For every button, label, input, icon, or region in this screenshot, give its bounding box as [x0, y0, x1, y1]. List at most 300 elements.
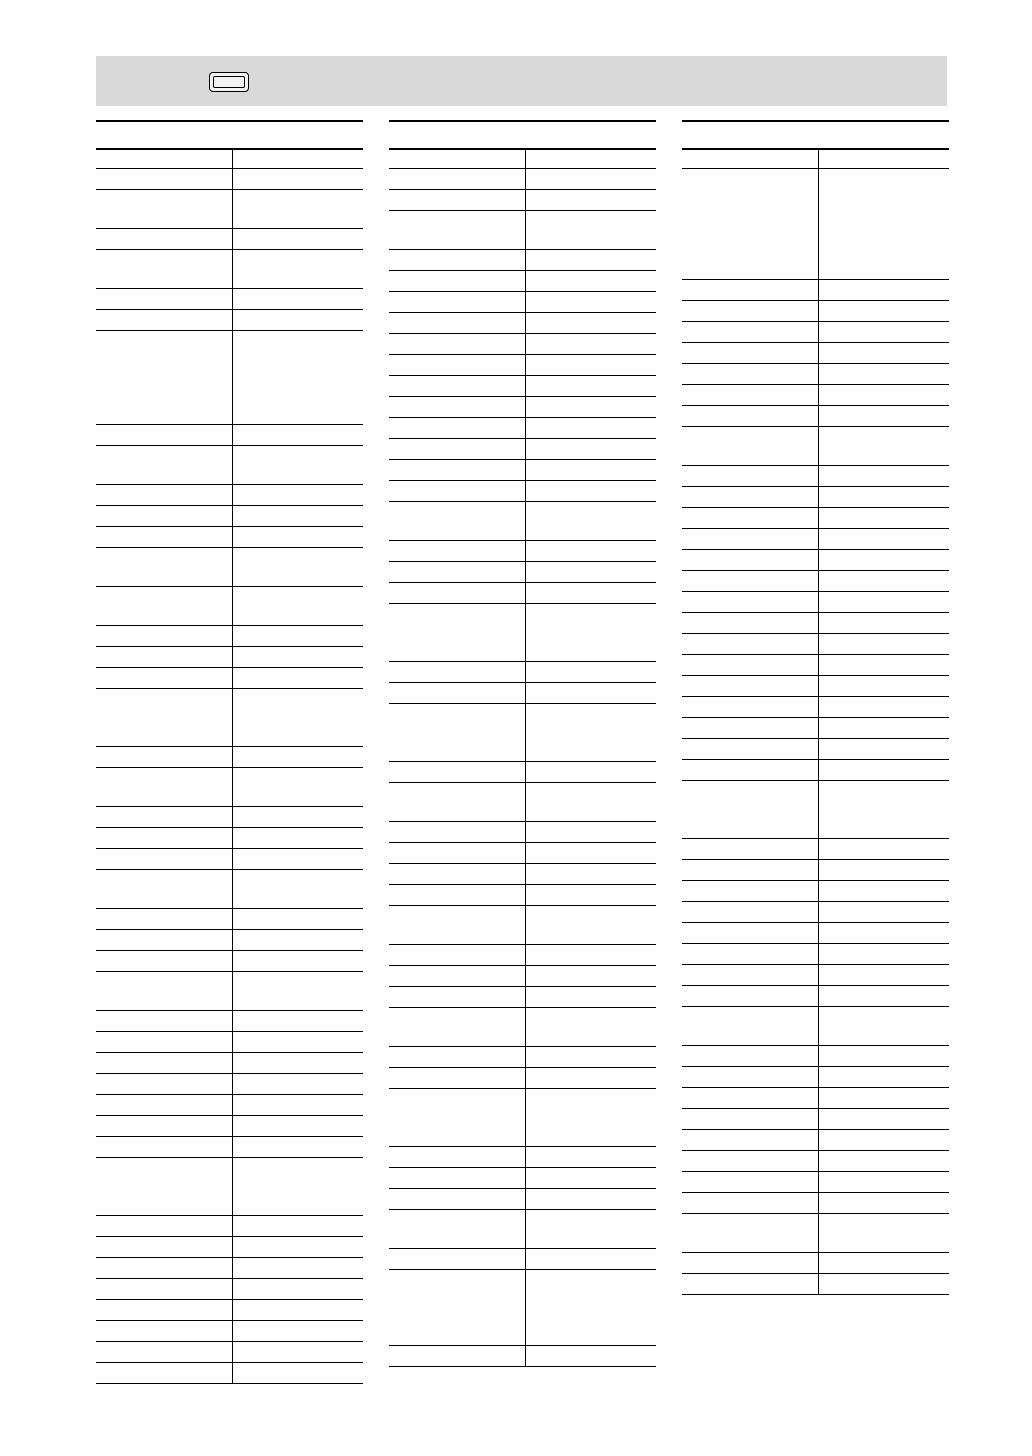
table-cell-code [234, 870, 359, 908]
table-cell-code [234, 527, 359, 547]
table-cell-code [527, 1147, 652, 1167]
table-cell-brand [98, 647, 228, 667]
table-cell-brand [98, 310, 228, 330]
table-row [96, 807, 363, 828]
table-cell-code [820, 655, 945, 675]
code-table [682, 148, 949, 1295]
table-cell-brand [98, 909, 228, 929]
column-rule [96, 120, 363, 122]
table-row [682, 466, 949, 487]
table-cell-brand [391, 250, 521, 270]
table-row [96, 446, 363, 485]
code-table [389, 148, 656, 1367]
table-cell-brand [391, 397, 521, 417]
table-cell-code [234, 1011, 359, 1031]
table-cell-code [820, 881, 945, 901]
table-cell-brand [98, 446, 228, 484]
table-row [96, 909, 363, 930]
table-cell-code [234, 331, 359, 424]
table-cell-code [527, 683, 652, 703]
table-cell-brand [98, 1342, 228, 1362]
table-row [389, 1346, 656, 1367]
table-cell-code [527, 376, 652, 396]
table-row [682, 301, 949, 322]
table-row [96, 506, 363, 527]
table-cell-code [820, 965, 945, 985]
table-row [682, 1214, 949, 1253]
table-cell-brand [391, 541, 521, 561]
table-cell-brand [391, 562, 521, 582]
table-cell-brand [98, 1137, 228, 1157]
table-cell-code [820, 1067, 945, 1087]
table-cell-brand [98, 148, 228, 168]
table-cell-code [527, 190, 652, 210]
table-row [389, 169, 656, 190]
table-cell-code [527, 418, 652, 438]
table-cell-brand [391, 1068, 521, 1088]
table-cell-brand [391, 864, 521, 884]
table-cell-brand [684, 487, 814, 507]
table-row [96, 1053, 363, 1074]
table-cell-brand [684, 1172, 814, 1192]
table-cell-brand [684, 364, 814, 384]
table-cell-brand [684, 550, 814, 570]
table-cell-brand [684, 1067, 814, 1087]
table-row [389, 987, 656, 1008]
table-cell-brand [391, 966, 521, 986]
table-row [96, 1279, 363, 1300]
table-cell-code [527, 1189, 652, 1209]
table-cell-brand [684, 148, 814, 168]
table-cell-code [820, 944, 945, 964]
table-cell-brand [684, 1214, 814, 1252]
table-cell-brand [684, 676, 814, 696]
table-cell-code [234, 828, 359, 848]
table-row [389, 906, 656, 945]
table-row [389, 1189, 656, 1210]
table-cell-brand [391, 604, 521, 661]
table-row [96, 148, 363, 169]
table-row [389, 822, 656, 843]
table-cell-brand [98, 229, 228, 249]
table-cell-brand [98, 190, 228, 228]
table-cell-code [820, 550, 945, 570]
table-row [389, 662, 656, 683]
table-row [682, 839, 949, 860]
table-cell-brand [684, 592, 814, 612]
table-row [389, 313, 656, 334]
table-cell-code [234, 190, 359, 228]
table-cell-brand [684, 1151, 814, 1171]
table-row [389, 1270, 656, 1346]
table-row [96, 1237, 363, 1258]
table-row [682, 148, 949, 169]
table-row [682, 343, 949, 364]
table-cell-code [234, 689, 359, 746]
table-cell-code [820, 529, 945, 549]
table-cell-brand [391, 1210, 521, 1248]
table-row [682, 676, 949, 697]
table-row [96, 1321, 363, 1342]
table-cell-brand [98, 587, 228, 625]
header-band [96, 56, 947, 106]
table-cell-code [527, 271, 652, 291]
table-row [682, 986, 949, 1007]
table-cell-brand [391, 1189, 521, 1209]
table-cell-code [820, 169, 945, 279]
table-cell-code [820, 839, 945, 859]
table-row [96, 250, 363, 289]
table-row [682, 760, 949, 781]
table-cell-brand [684, 427, 814, 465]
table-row [389, 783, 656, 822]
table-row [96, 1158, 363, 1216]
table-row [389, 439, 656, 460]
table-cell-code [527, 1089, 652, 1146]
table-cell-code [527, 502, 652, 540]
table-row [389, 1089, 656, 1147]
table-cell-code [234, 747, 359, 767]
table-row [96, 1074, 363, 1095]
table-cell-code [527, 1210, 652, 1248]
table-cell-brand [684, 529, 814, 549]
table-cell-brand [684, 466, 814, 486]
table-row [682, 364, 949, 385]
table-cell-brand [684, 1193, 814, 1213]
table-row [389, 864, 656, 885]
table-cell-code [234, 587, 359, 625]
table-cell-brand [684, 697, 814, 717]
table-cell-code [234, 807, 359, 827]
table-cell-code [820, 427, 945, 465]
table-row [682, 592, 949, 613]
table-cell-code [527, 1346, 652, 1366]
table-cell-brand [684, 571, 814, 591]
table-row [96, 1363, 363, 1384]
table-row [682, 487, 949, 508]
table-cell-brand [391, 148, 521, 168]
table-cell-code [820, 760, 945, 780]
table-cell-code [527, 481, 652, 501]
table-row [682, 1109, 949, 1130]
table-cell-brand [98, 870, 228, 908]
code-table [96, 148, 363, 1384]
table-cell-code [820, 1130, 945, 1150]
table-cell-code [527, 562, 652, 582]
table-cell-code [234, 849, 359, 869]
table-cell-code [820, 860, 945, 880]
table-cell-brand [684, 760, 814, 780]
table-cell-brand [98, 527, 228, 547]
table-cell-code [527, 397, 652, 417]
table-cell-brand [98, 169, 228, 189]
table-row [389, 541, 656, 562]
table-cell-brand [684, 322, 814, 342]
table-cell-code [234, 1342, 359, 1362]
table-row [96, 647, 363, 668]
table-cell-brand [684, 1253, 814, 1273]
table-cell-code [820, 301, 945, 321]
table-cell-code [527, 1249, 652, 1269]
table-row [96, 289, 363, 310]
table-row [96, 310, 363, 331]
table-cell-code [527, 313, 652, 333]
table-cell-brand [98, 485, 228, 505]
table-cell-brand [684, 301, 814, 321]
table-row [389, 397, 656, 418]
table-row [389, 1147, 656, 1168]
table-cell-brand [98, 1216, 228, 1236]
table-cell-code [527, 250, 652, 270]
table-cell-code [234, 1237, 359, 1257]
table-row [389, 604, 656, 662]
table-row [389, 481, 656, 502]
table-row [682, 965, 949, 986]
table-cell-code [820, 1172, 945, 1192]
table-cell-brand [684, 1088, 814, 1108]
table-cell-code [527, 1008, 652, 1046]
table-row [682, 1046, 949, 1067]
table-cell-code [820, 280, 945, 300]
table-cell-brand [391, 683, 521, 703]
table-cell-code [234, 1363, 359, 1383]
table-row [682, 550, 949, 571]
table-cell-brand [684, 1130, 814, 1150]
table-row [389, 1068, 656, 1089]
table-cell-brand [684, 923, 814, 943]
table-cell-code [234, 626, 359, 646]
table-row [389, 148, 656, 169]
table-cell-code [527, 169, 652, 189]
table-cell-code [234, 169, 359, 189]
table-cell-code [820, 343, 945, 363]
table-row [96, 1032, 363, 1053]
table-cell-brand [98, 1011, 228, 1031]
table-cell-code [527, 987, 652, 1007]
table-row [682, 1067, 949, 1088]
table-cell-brand [684, 655, 814, 675]
table-row [682, 280, 949, 301]
table-row [96, 1300, 363, 1321]
table-cell-brand [391, 1249, 521, 1269]
table-cell-brand [98, 689, 228, 746]
table-row [96, 1258, 363, 1279]
table-cell-brand [391, 313, 521, 333]
table-cell-brand [98, 425, 228, 445]
table-cell-brand [98, 506, 228, 526]
table-row [96, 747, 363, 768]
table-cell-code [820, 1151, 945, 1171]
table-cell-brand [98, 1053, 228, 1073]
table-cell-code [234, 485, 359, 505]
table-row [389, 683, 656, 704]
table-cell-brand [684, 508, 814, 528]
table-row [96, 190, 363, 229]
table-cell-brand [98, 930, 228, 950]
table-row [682, 322, 949, 343]
table-row [96, 1342, 363, 1363]
table-row [96, 689, 363, 747]
table-row [682, 169, 949, 280]
table-cell-brand [98, 1032, 228, 1052]
table-row [389, 1249, 656, 1270]
table-cell-code [820, 364, 945, 384]
table-cell-brand [684, 860, 814, 880]
table-cell-brand [98, 849, 228, 869]
column-separator [525, 148, 526, 1367]
table-cell-brand [98, 1279, 228, 1299]
table-cell-brand [391, 502, 521, 540]
table-cell-code [234, 1300, 359, 1320]
table-cell-brand [98, 289, 228, 309]
table-row [682, 655, 949, 676]
table-row [682, 385, 949, 406]
table-cell-code [527, 604, 652, 661]
table-row [682, 1172, 949, 1193]
table-cell-code [234, 1116, 359, 1136]
table-cell-code [527, 864, 652, 884]
table-cell-brand [98, 1158, 228, 1215]
table-row [389, 583, 656, 604]
table-cell-code [527, 906, 652, 944]
table-row [96, 229, 363, 250]
table-cell-code [234, 1137, 359, 1157]
table-cell-brand [98, 768, 228, 806]
table-row [389, 211, 656, 250]
table-cell-code [527, 783, 652, 821]
table-row [389, 843, 656, 864]
table-cell-brand [684, 613, 814, 633]
table-row [96, 425, 363, 446]
table-row [96, 849, 363, 870]
table-cell-code [527, 966, 652, 986]
table-cell-brand [684, 1109, 814, 1129]
table-cell-code [527, 662, 652, 682]
table-cell-code [527, 355, 652, 375]
table-cell-code [234, 668, 359, 688]
table-cell-brand [391, 662, 521, 682]
table-cell-brand [98, 1095, 228, 1115]
table-cell-code [527, 704, 652, 761]
table-row [96, 1116, 363, 1137]
table-cell-brand [684, 839, 814, 859]
table-cell-code [234, 148, 359, 168]
table-row [96, 951, 363, 972]
table-row [682, 739, 949, 760]
table-row [389, 502, 656, 541]
table-cell-brand [391, 583, 521, 603]
table-cell-code [820, 697, 945, 717]
table-cell-code [820, 739, 945, 759]
table-cell-brand [684, 781, 814, 838]
table-cell-brand [684, 739, 814, 759]
table-cell-code [820, 1193, 945, 1213]
table-cell-brand [684, 986, 814, 1006]
table-cell-code [527, 1168, 652, 1188]
table-cell-brand [98, 1258, 228, 1278]
table-row [682, 1193, 949, 1214]
table-cell-code [234, 1321, 359, 1341]
table-row [682, 1274, 949, 1295]
table-row [682, 613, 949, 634]
table-row [96, 527, 363, 548]
table-cell-brand [391, 292, 521, 312]
table-cell-brand [391, 945, 521, 965]
table-cell-code [234, 1279, 359, 1299]
table-row [389, 1008, 656, 1047]
table-row [96, 485, 363, 506]
table-cell-brand [684, 902, 814, 922]
table-cell-brand [684, 1046, 814, 1066]
table-row [389, 376, 656, 397]
table-row [96, 1095, 363, 1116]
table-cell-brand [684, 718, 814, 738]
table-row [389, 418, 656, 439]
table-cell-brand [98, 1116, 228, 1136]
table-cell-code [527, 211, 652, 249]
table-row [682, 1151, 949, 1172]
table-row [682, 697, 949, 718]
table-row [389, 250, 656, 271]
table-cell-brand [684, 343, 814, 363]
table-cell-code [820, 986, 945, 1006]
table-row [96, 587, 363, 626]
table-row [682, 406, 949, 427]
button-key-icon [209, 72, 249, 92]
table-cell-code [820, 676, 945, 696]
table-cell-code [820, 902, 945, 922]
table-cell-brand [391, 460, 521, 480]
table-cell-brand [391, 439, 521, 459]
table-cell-code [234, 1158, 359, 1215]
table-cell-brand [684, 965, 814, 985]
table-row [682, 571, 949, 592]
table-cell-brand [391, 334, 521, 354]
table-row [96, 1216, 363, 1237]
table-cell-code [234, 972, 359, 1010]
table-row [389, 966, 656, 987]
table-row [96, 169, 363, 190]
table-cell-code [527, 822, 652, 842]
table-cell-code [234, 1095, 359, 1115]
table-row [682, 860, 949, 881]
table-cell-code [234, 647, 359, 667]
table-cell-code [820, 406, 945, 426]
table-cell-brand [391, 169, 521, 189]
table-cell-brand [391, 822, 521, 842]
table-row [389, 945, 656, 966]
table-row [96, 548, 363, 587]
table-row [682, 529, 949, 550]
table-cell-code [820, 634, 945, 654]
column-rule [389, 120, 656, 122]
table-cell-brand [391, 271, 521, 291]
table-row [682, 923, 949, 944]
table-cell-code [820, 613, 945, 633]
table-row [682, 1253, 949, 1274]
table-row [389, 190, 656, 211]
table-cell-brand [391, 1147, 521, 1167]
table-row [389, 460, 656, 481]
table-row [682, 508, 949, 529]
table-cell-brand [391, 1168, 521, 1188]
table-cell-code [820, 466, 945, 486]
table-row [682, 902, 949, 923]
table-cell-code [820, 508, 945, 528]
table-cell-code [234, 1074, 359, 1094]
table-cell-brand [391, 1008, 521, 1046]
table-cell-code [234, 768, 359, 806]
